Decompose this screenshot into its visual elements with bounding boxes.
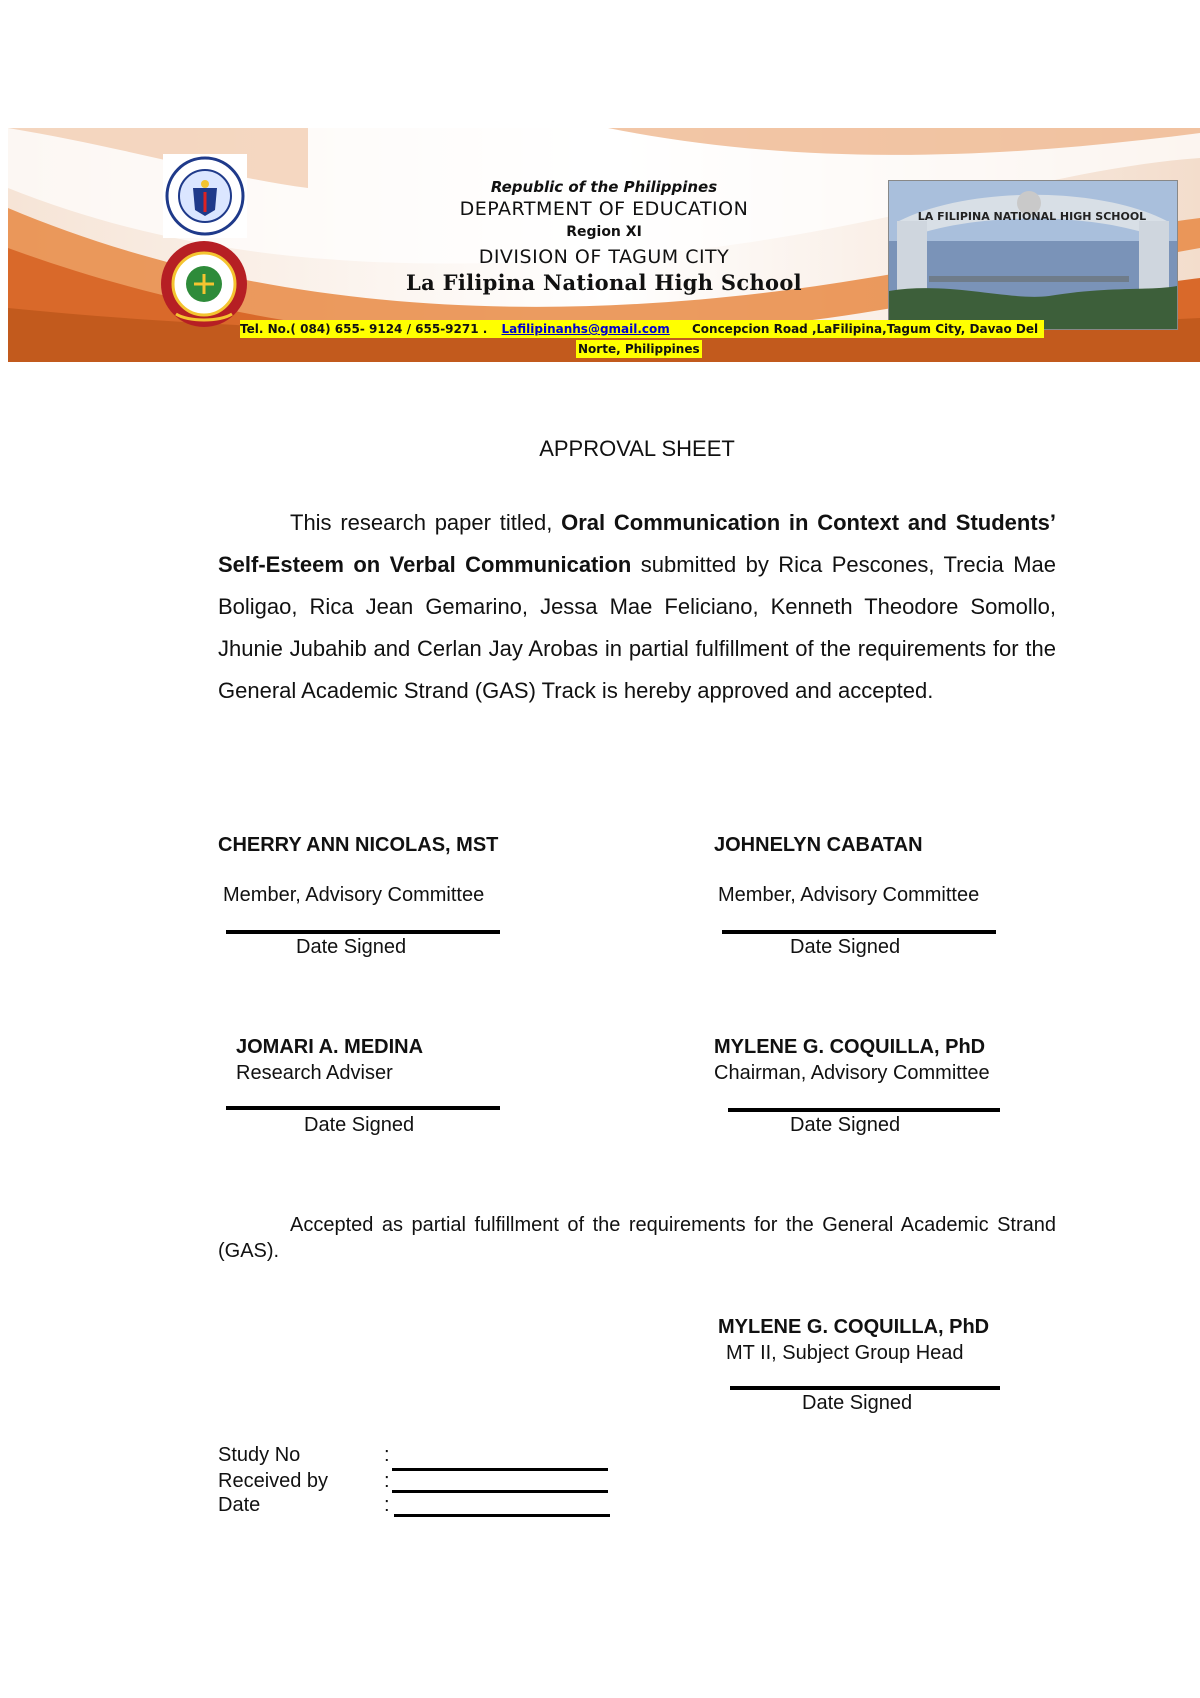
date-signed-label: Date Signed bbox=[802, 1392, 913, 1414]
division-label: DIVISION OF TAGUM CITY bbox=[478, 246, 730, 268]
contact-address-continued: Norte, Philippines bbox=[578, 342, 700, 356]
received-by-colon: : bbox=[384, 1470, 390, 1492]
contact-line bbox=[240, 320, 1044, 338]
signatory-role: Research Adviser bbox=[236, 1062, 393, 1084]
school-gate-photo bbox=[888, 180, 1178, 330]
approval-paragraph bbox=[218, 502, 1056, 712]
contact-phone: Tel. No.( 084) 655- 9124 / 655-9271 . bbox=[240, 322, 488, 336]
date-signed-label: Date Signed bbox=[304, 1114, 415, 1136]
study-no-label: Study No bbox=[218, 1444, 301, 1466]
study-no-colon: : bbox=[384, 1444, 390, 1466]
date-signed-label: Date Signed bbox=[296, 936, 407, 958]
date-label: Date bbox=[218, 1494, 261, 1516]
paragraph-suffix: submitted by Rica Pescones, Trecia Mae Boligao, Rica Jean Gemarino, Jessa Mae Feliciano, Kenneth Theodore Somollo, Jhunie Jubahib and Cerlan Jay Arobas in partial fulfillment of the requirements for the General Academic Strand (GAS) Track is hereby approved and accepted. bbox=[218, 552, 1056, 703]
paragraph-prefix: This research paper titled, bbox=[290, 510, 562, 535]
signatory-name: MYLENE G. COQUILLA, PhD bbox=[714, 1036, 986, 1058]
signature-line bbox=[728, 1108, 1000, 1112]
signature-line bbox=[722, 930, 996, 934]
letterhead-banner bbox=[8, 128, 1200, 362]
received-by-line bbox=[392, 1490, 608, 1493]
date-line bbox=[394, 1514, 610, 1517]
date-colon: : bbox=[384, 1494, 390, 1516]
date-signed-label: Date Signed bbox=[790, 936, 901, 958]
contact-address: Concepcion Road ,LaFilipina,Tagum City, Davao Del bbox=[691, 322, 1039, 336]
signature-line bbox=[226, 1106, 500, 1110]
school-name: La Filipina National High School bbox=[406, 270, 802, 295]
signature-line bbox=[226, 930, 500, 934]
signatory-role: Member, Advisory Committee bbox=[223, 884, 485, 906]
acceptance-paragraph: Accepted as partial fulfillment of the requirements for the General Academic Strand (GAS). bbox=[218, 1214, 1056, 1262]
signatory-role: MT II, Subject Group Head bbox=[726, 1342, 964, 1364]
signatory-name: JOHNELYN CABATAN bbox=[714, 834, 923, 856]
research-title: Oral Communication in Context and Students’ Self-Esteem on Verbal Communication bbox=[218, 510, 1056, 577]
signatory-name: CHERRY ANN NICOLAS, MST bbox=[218, 834, 499, 856]
department-label: DEPARTMENT OF EDUCATION bbox=[459, 198, 749, 220]
signatory-role: Chairman, Advisory Committee bbox=[714, 1062, 990, 1084]
republic-label: Republic of the Philippines bbox=[490, 178, 718, 196]
date-signed-label: Date Signed bbox=[790, 1114, 901, 1136]
page-title: APPROVAL SHEET bbox=[539, 436, 735, 461]
received-by-label: Received by bbox=[218, 1470, 329, 1492]
signature-line bbox=[730, 1386, 1000, 1390]
signatory-name: JOMARI A. MEDINA bbox=[236, 1036, 424, 1058]
photo-sign-text: LA FILIPINA NATIONAL HIGH SCHOOL bbox=[917, 210, 1147, 223]
study-no-line bbox=[392, 1468, 608, 1471]
title-wrapper bbox=[0, 436, 1200, 462]
region-label: Region XI bbox=[566, 224, 642, 240]
signatory-name: MYLENE G. COQUILLA, PhD bbox=[718, 1316, 990, 1338]
contact-email-link[interactable]: Lafilipinanhs@gmail.com bbox=[501, 322, 670, 336]
signatory-role: Member, Advisory Committee bbox=[718, 884, 980, 906]
